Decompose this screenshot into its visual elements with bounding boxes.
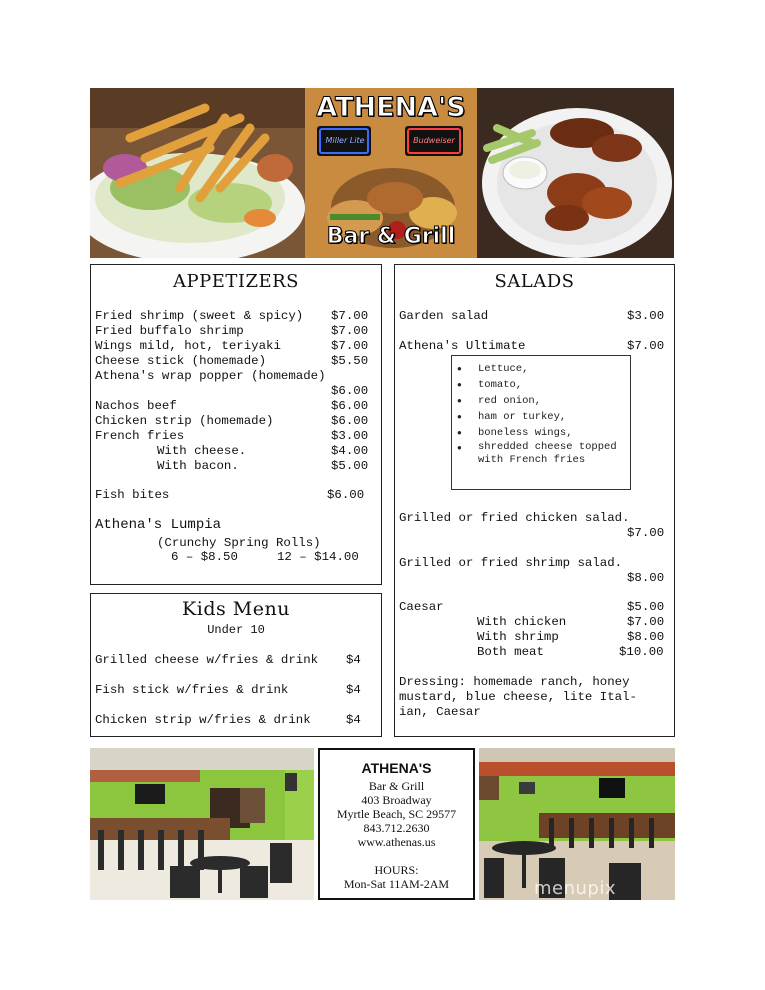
kids-item-price: $4 xyxy=(346,653,361,667)
hours-label: HOURS: xyxy=(374,863,419,877)
appetizer-name: Athena's wrap popper (homemade) xyxy=(95,369,326,383)
ultimate-ingredients-list xyxy=(452,361,627,467)
lumpia-subtitle: (Crunchy Spring Rolls) xyxy=(157,536,321,550)
appetizers-section xyxy=(90,264,382,585)
kids-item-price: $4 xyxy=(346,683,361,697)
info-street: 403 Broadway xyxy=(361,793,432,807)
info-type: Bar & Grill xyxy=(368,779,425,793)
appetizer-price: $5.50 xyxy=(331,354,369,368)
appetizer-price: $7.00 xyxy=(331,324,369,338)
appetizer-price: $6.00 xyxy=(331,414,369,428)
ultimate-ingredients-box xyxy=(451,355,631,490)
dressing-text: Dressing: homemade ranch, honey xyxy=(399,675,630,689)
info-name: ATHENA'S xyxy=(361,760,432,776)
kids-item-name: Fish stick w/fries & drink xyxy=(95,683,289,697)
dressing-text: ian, Caesar xyxy=(399,705,481,719)
appetizer-name: Fried shrimp (sweet & spicy) xyxy=(95,309,304,323)
appetizer-name: Nachos beef xyxy=(95,399,177,413)
appetizer-name: Fish bites xyxy=(95,488,170,502)
kids-menu-section xyxy=(90,593,382,737)
ingredient-item: ● red onion, xyxy=(452,393,627,409)
info-website[interactable]: www.athenas.us xyxy=(357,835,436,849)
appetizer-price: $6.00 xyxy=(331,384,369,398)
kids-item-name: Grilled cheese w/fries & drink xyxy=(95,653,319,667)
caesar-option-price: $8.00 xyxy=(627,630,665,644)
ingredient-item: ● ham or turkey, xyxy=(452,409,627,425)
lumpia-title: Athena's Lumpia xyxy=(95,517,222,533)
salad-name: Grilled or fried shrimp salad. xyxy=(399,556,623,570)
salad-price: $7.00 xyxy=(627,339,665,353)
contact-info-box xyxy=(318,748,475,900)
hours-value: Mon-Sat 11AM-2AM xyxy=(343,877,450,891)
interior-photo-bar xyxy=(90,748,314,900)
appetizer-option: With bacon. xyxy=(157,459,239,473)
appetizer-price: $6.00 xyxy=(331,399,369,413)
salad-price: $7.00 xyxy=(627,526,665,540)
watermark: menupix xyxy=(534,878,617,899)
salads-title: SALADS xyxy=(494,271,575,292)
appetizer-price: $3.00 xyxy=(331,429,369,443)
wings-photo xyxy=(477,88,674,258)
ingredient-item: ● boneless wings, xyxy=(452,425,627,441)
kids-item-price: $4 xyxy=(346,713,361,727)
appetizer-option: With cheese. xyxy=(157,444,247,458)
salad-name: Garden salad xyxy=(399,309,489,323)
dressing-text: mustard, blue cheese, lite Ital- xyxy=(399,690,637,704)
appetizer-name: Fried buffalo shrimp xyxy=(95,324,244,338)
salad-name: Grilled or fried chicken salad. xyxy=(399,511,630,525)
salad-photo xyxy=(90,88,305,258)
caesar-option: With shrimp xyxy=(477,630,559,644)
caesar-option: With chicken xyxy=(477,615,567,629)
appetizer-name: Wings mild, hot, teriyaki xyxy=(95,339,281,353)
info-city: Myrtle Beach, SC 29577 xyxy=(336,807,457,821)
salad-price: $5.00 xyxy=(627,600,665,614)
logo-sign-budweiser: Budweiser xyxy=(413,136,455,145)
caesar-option-price: $7.00 xyxy=(627,615,665,629)
logo-panel xyxy=(305,88,477,258)
kids-item-name: Chicken strip w/fries & drink xyxy=(95,713,311,727)
appetizer-price: $6.00 xyxy=(327,488,365,502)
appetizer-name: Cheese stick (homemade) xyxy=(95,354,267,368)
appetizers-title: APPETIZERS xyxy=(172,271,299,292)
salad-name: Caesar xyxy=(399,600,444,614)
ingredient-item: ● shredded cheese topped with French fries xyxy=(452,441,627,467)
caesar-option: Both meat xyxy=(477,645,544,659)
ingredient-item: ● Lettuce, xyxy=(452,361,627,377)
salads-section xyxy=(394,264,675,737)
appetizer-price: $7.00 xyxy=(331,339,369,353)
kids-menu-title: Kids Menu xyxy=(182,598,290,620)
appetizer-name: French fries xyxy=(95,429,185,443)
appetizer-price: $5.00 xyxy=(331,459,369,473)
lumpia-price-12: 12 – $14.00 xyxy=(277,550,359,564)
appetizer-price: $7.00 xyxy=(331,309,369,323)
salad-name: Athena's Ultimate xyxy=(399,339,526,353)
logo-title: ATHENA'S xyxy=(316,92,466,123)
appetizer-name: Chicken strip (homemade) xyxy=(95,414,274,428)
logo-sign-miller: Miller Lite xyxy=(325,136,365,145)
caesar-option-price: $10.00 xyxy=(619,645,664,659)
lumpia-price-6: 6 – $8.50 xyxy=(171,550,238,564)
logo-subtitle: Bar & Grill xyxy=(326,224,456,249)
kids-menu-subtitle: Under 10 xyxy=(207,623,265,637)
salad-price: $3.00 xyxy=(627,309,665,323)
info-phone: 843.712.2630 xyxy=(363,821,430,835)
salad-price: $8.00 xyxy=(627,571,665,585)
appetizer-price: $4.00 xyxy=(331,444,369,458)
ingredient-item: ● tomato, xyxy=(452,377,627,393)
interior-photo-dining xyxy=(479,748,675,900)
